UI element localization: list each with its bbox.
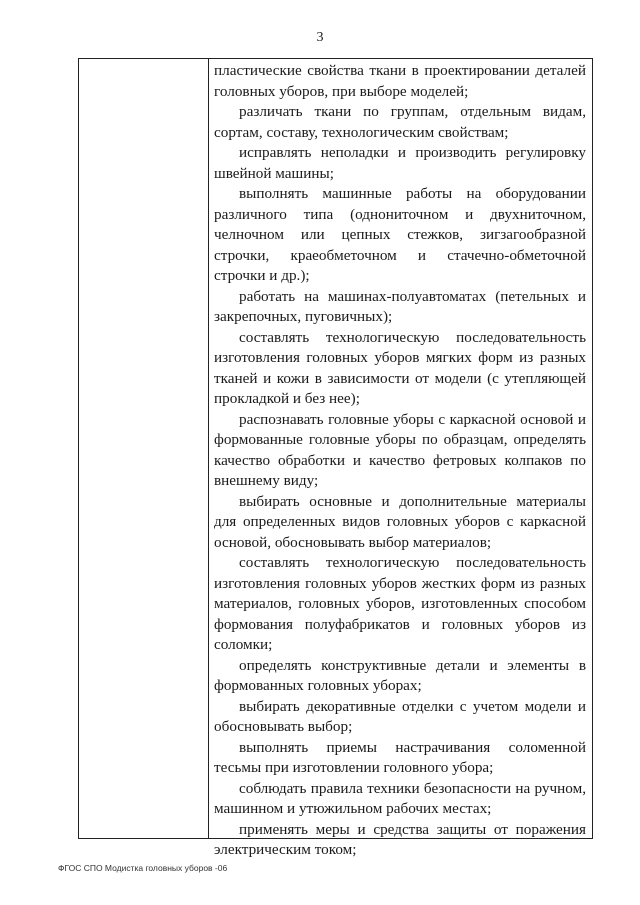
list-item: пластические свойства ткани в проектировании деталей головных уборов, при выборе моделей; — [214, 62, 586, 100]
page-number: 3 — [316, 30, 324, 45]
list-item: распознавать головные уборы с каркасной основой и формованные головные уборы по образцам, определять качество обработки и качество фетровых колпаков по внешнему виду; — [214, 410, 586, 489]
list-item: соблюдать правила техники безопасности на ручном, машинном и утюжильном рабочих местах; — [214, 779, 586, 817]
list-item: составлять технологическую последовательность изготовления головных уборов жестких форм из разных материалов, головных уборов, изготовленных способом формования полуфабрикатов и головных уборов из соломки; — [214, 554, 586, 653]
list-item: выбирать декоративные отделки с учетом модели и обосновывать выбор; — [214, 697, 586, 735]
content-table — [78, 58, 593, 858]
list-item: работать на машинах-полуавтоматах (петельных и закрепочных, пуговичных); — [214, 287, 586, 325]
list-item: определять конструктивные детали и элементы в формованных головных уборах; — [214, 656, 586, 694]
list-item: выполнять приемы настрачивания соломенной тесьмы при изготовлении головного убора; — [214, 738, 586, 776]
list-item: выбирать основные и дополнительные материалы для определенных видов головных уборов с каркасной основой, обосновывать выбор материалов; — [214, 492, 586, 551]
footer-text: ФГОС СПО Модистка головных уборов -06 — [58, 863, 228, 873]
list-item: различать ткани по группам, отдельным видам, сортам, составу, технологическим свойствам; — [214, 103, 586, 141]
table-left-column — [79, 59, 209, 838]
list-item: применять меры и средства защиты от поражения электрическим током; — [214, 820, 586, 858]
list-item: исправлять неполадки и производить регулировку швейной машины; — [214, 144, 586, 182]
table-right-column — [210, 61, 592, 861]
list-item: выполнять машинные работы на оборудовании различного типа (однониточном и двухниточном, челночном или цепных стежков, зигзагообразной строчки, краеобметочном и стачечно-обметочной строчки и др.); — [214, 185, 586, 284]
list-item: составлять технологическую последовательность изготовления головных уборов мягких форм из разных тканей и кожи в зависимости от модели (с утепляющей прокладкой и без нее); — [214, 328, 586, 407]
